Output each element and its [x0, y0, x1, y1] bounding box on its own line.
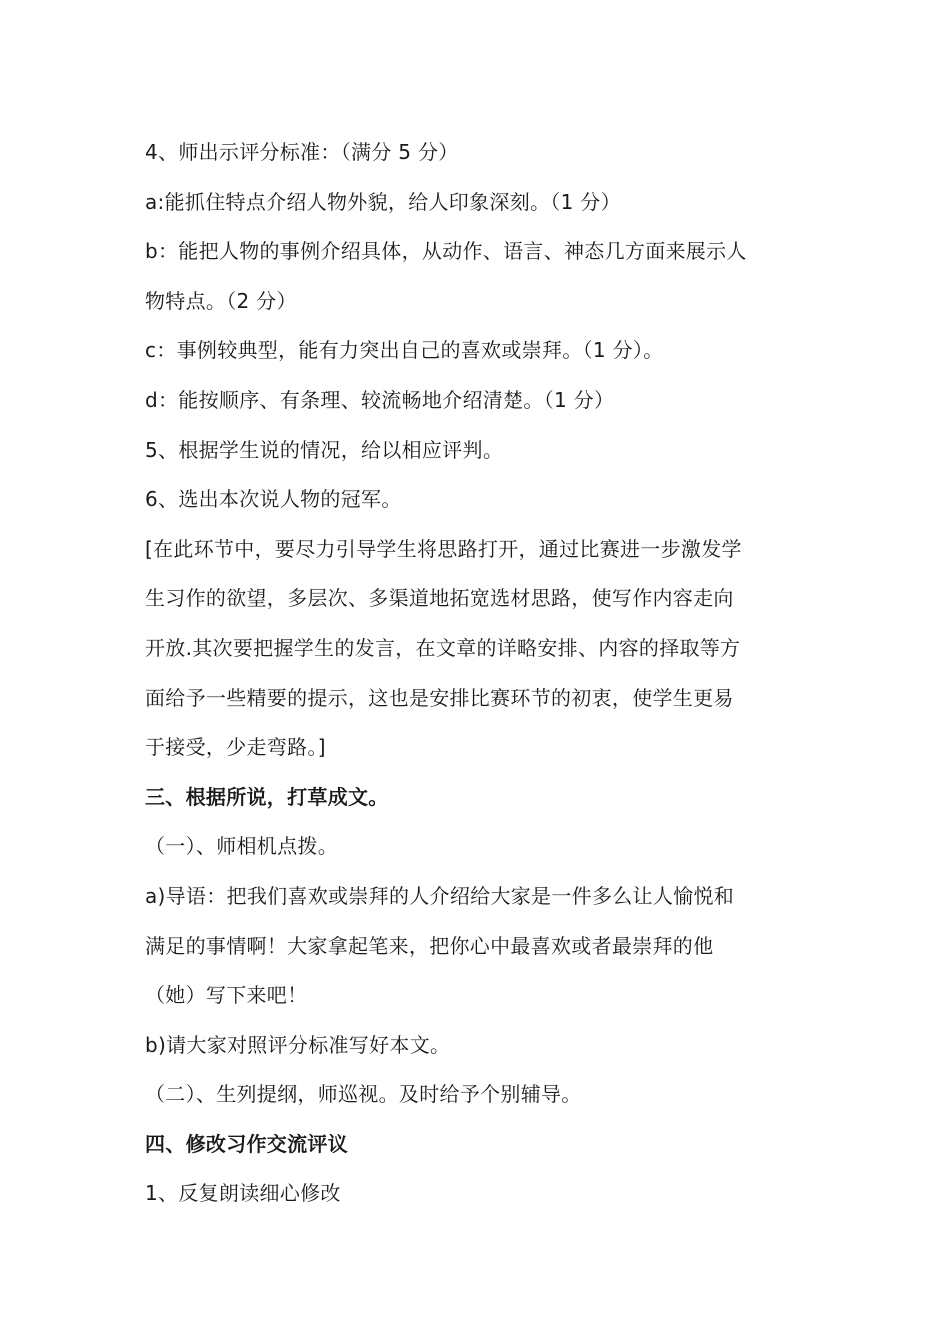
- paragraph-line: 1、反复朗读细心修改: [145, 1181, 341, 1206]
- paragraph-line: 6、选出本次说人物的冠军。: [145, 487, 402, 512]
- paragraph-line: 生习作的欲望，多层次、多渠道地拓宽选材思路，使写作内容走向: [145, 586, 734, 611]
- paragraph-line: a:能抓住特点介绍人物外貌，给人印象深刻。（1 分）: [145, 189, 621, 214]
- paragraph-line: [在此环节中，要尽力引导学生将思路打开，通过比赛进一步激发学: [145, 536, 742, 561]
- paragraph-line: 面给予一些精要的提示，这也是安排比赛环节的初衷，使学生更易: [145, 685, 734, 710]
- paragraph-line: （她）写下来吧！: [145, 983, 308, 1008]
- paragraph-line: d：能按顺序、有条理、较流畅地介绍清楚。（1 分）: [145, 387, 615, 412]
- paragraph-line: 4、师出示评分标准：（满分 5 分）: [145, 140, 459, 164]
- paragraph-line: 5、根据学生说的情况，给以相应评判。: [145, 437, 504, 462]
- paragraph-line: 满足的事情啊！大家拿起笔来，把你心中最喜欢或者最崇拜的他: [145, 933, 714, 958]
- paragraph-line: 于接受，少走弯路。]: [145, 735, 326, 760]
- document-body: [145, 128, 810, 1219]
- section-heading: 四、修改习作交流评议: [145, 1131, 348, 1156]
- paragraph-line: （二）、生列提纲，师巡视。及时给予个别辅导。: [145, 1082, 582, 1107]
- paragraph-line: a)导语：把我们喜欢或崇拜的人介绍给大家是一件多么让人愉悦和: [145, 883, 735, 908]
- section-heading: 三、根据所说，打草成文。: [145, 784, 389, 809]
- paragraph-line: （一）、师相机点拨。: [145, 834, 338, 859]
- paragraph-line: 开放.其次要把握学生的发言，在文章的详略安排、内容的择取等方: [145, 635, 741, 660]
- paragraph-line: b)请大家对照评分标准写好本文。: [145, 1032, 451, 1057]
- paragraph-line: c：事例较典型，能有力突出自己的喜欢或崇拜。（1 分）。: [145, 338, 664, 363]
- paragraph-line: 物特点。（2 分）: [145, 288, 297, 313]
- paragraph-line: b：能把人物的事例介绍具体，从动作、语言、神态几方面来展示人: [145, 239, 747, 264]
